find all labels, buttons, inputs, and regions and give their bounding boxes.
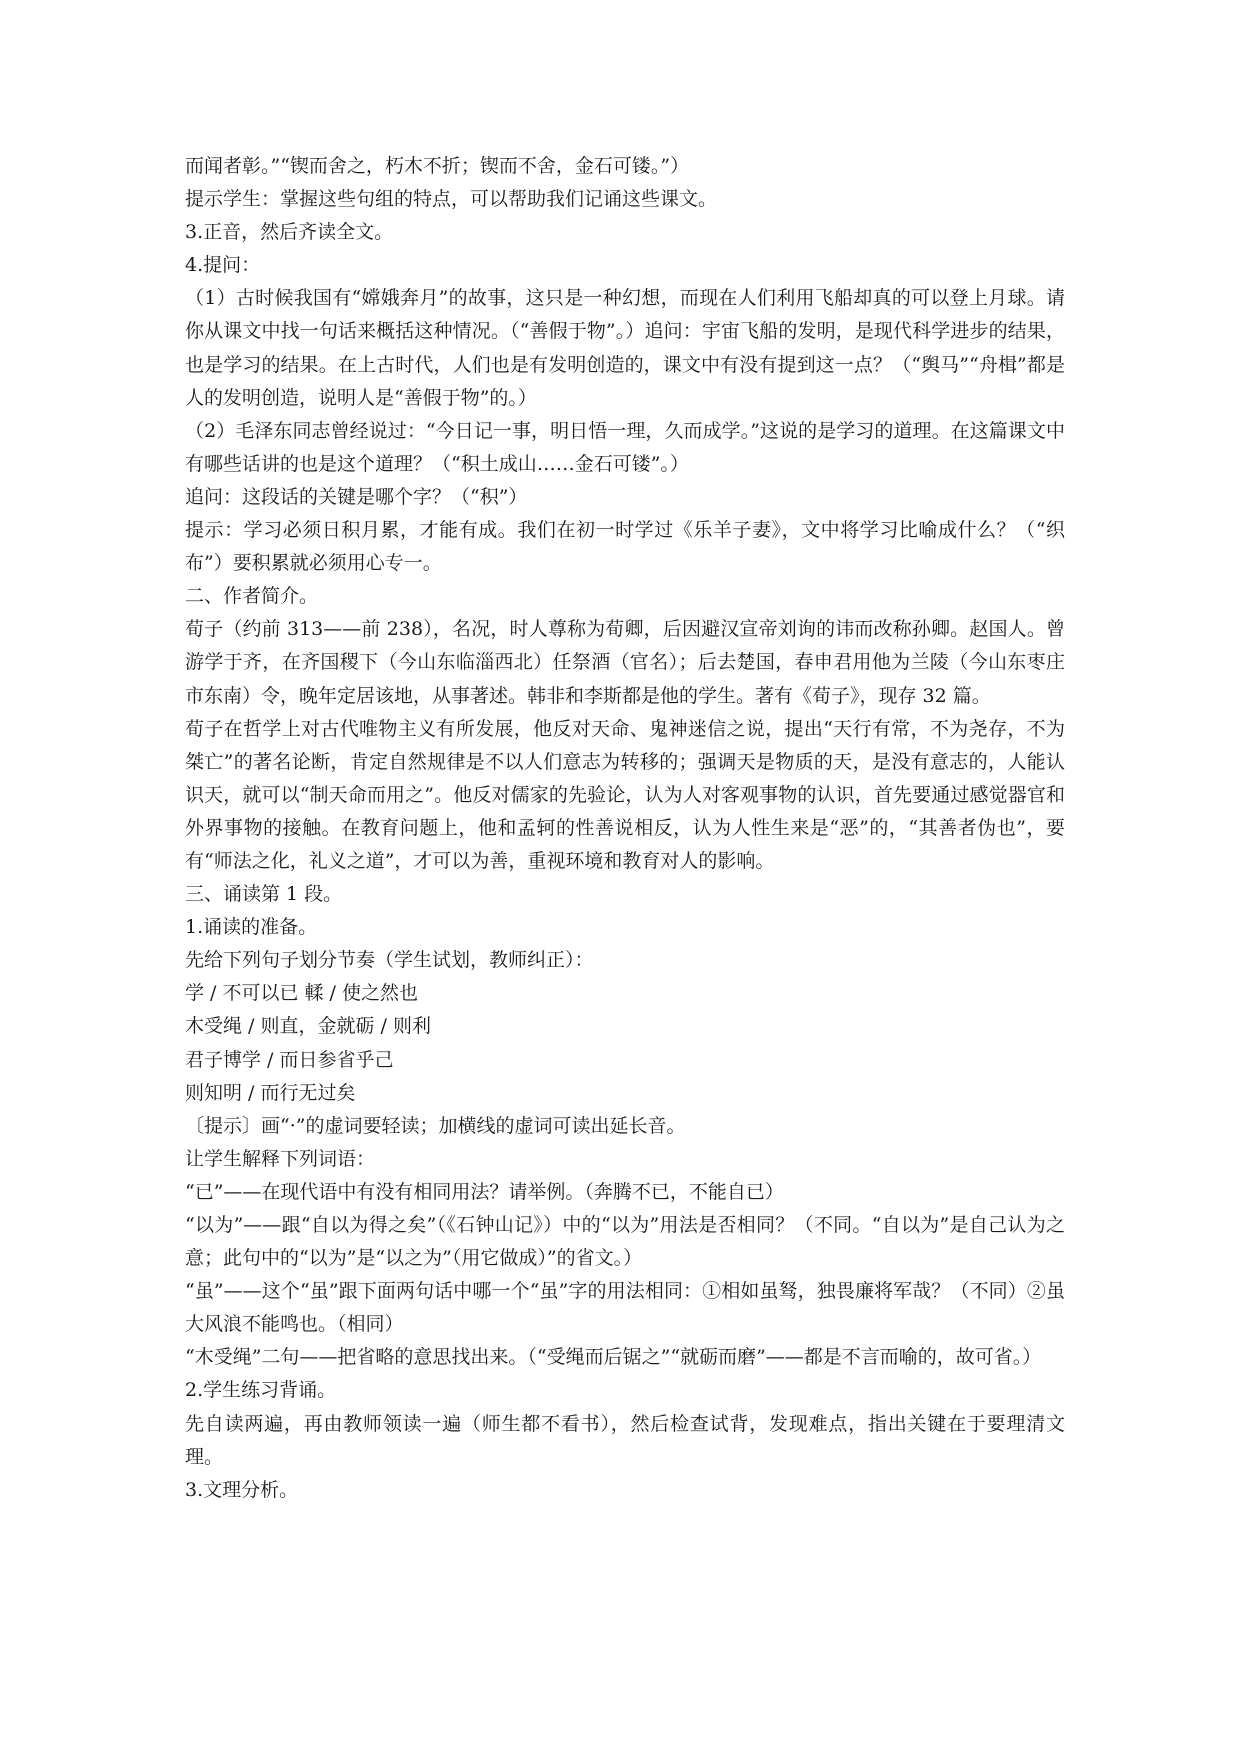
paragraph: “木受绳”二句——把省略的意思找出来。（“受绳而后锯之”“就砺而磨”——都是不言而喻的，故可省。） bbox=[185, 1346, 1042, 1369]
paragraph: 1.诵读的准备。 bbox=[185, 916, 318, 939]
paragraph: 〔提示〕画“·”的虚词要轻读；加横线的虚词可读出延长音。 bbox=[185, 1114, 686, 1137]
paragraph: 4.提问： bbox=[185, 254, 261, 277]
paragraph: 提示学生：掌握这些句组的特点，可以帮助我们记诵这些课文。 bbox=[185, 188, 718, 211]
paragraph: “已”——在现代语中有没有相同用法？请举例。（奔腾不已，不能自已） bbox=[185, 1180, 784, 1203]
paragraph: 3.正音，然后齐读全文。 bbox=[185, 221, 394, 244]
paragraph: 先自读两遍，再由教师领读一遍（师生都不看书），然后检查试背，发现难点，指出关键在于要理清文理。 bbox=[185, 1412, 1065, 1468]
paragraph: 而闻者彰。”“锲而舍之，朽木不折；锲而不舍，金石可镂。”） bbox=[185, 155, 690, 177]
paragraph: 荀子在哲学上对古代唯物主义有所发展，他反对天命、鬼神迷信之说，提出“天行有常，不为尧存，不为桀亡”的著名论断，肯定自然规律是不以人们意志为转移的；强调天是物质的天，是没有意志的，人能认识天，就可以“制天命而用之”。他反对儒家的先验论，认为人对客观事物的认识，首先要通过感觉器官和外界事物的接触。在教育问题上，他和孟轲的性善说相反，认为人性生来是“恶”的，“其善者伪也”，要有“师法之化，礼义之道”，才可以为善，重视环境和教育对人的影响。 bbox=[185, 717, 1065, 872]
section-heading: 三、诵读第 1 段。 bbox=[185, 883, 343, 906]
verse-line: 则知明 / 而行无过矣 bbox=[185, 1081, 356, 1104]
paragraph: 荀子（约前 313——前 238），名况，时人尊称为荀卿，后因避汉宣帝刘询的讳而改称孙卿。赵国人。曾游学于齐，在齐国稷下（今山东临淄西北）任祭酒（官名）；后去楚国，春申君用他为兰陵（今山东枣庄市东南）令，晚年定居该地，从事著述。韩非和李斯都是他的学生。著有《荀子》，现存 32 篇。 bbox=[185, 618, 1065, 707]
document-body bbox=[185, 150, 1065, 1507]
paragraph: “虽”——这个“虽”跟下面两句话中哪一个“虽”字的用法相同：①相如虽驽，独畏廉将军哉？（不同）②虽大风浪不能鸣也。（相同） bbox=[185, 1280, 1065, 1336]
paragraph: （2）毛泽东同志曾经说过：“今日记一事，明日悟一理，久而成学。”这说的是学习的道理。在这篇课文中有哪些话讲的也是这个道理？（“积土成山……金石可镂”。） bbox=[185, 419, 1065, 475]
paragraph: 提示：学习必须日积月累，才能有成。我们在初一时学过《乐羊子妻》，文中将学习比喻成什么？（“织布”）要积累就必须用心专一。 bbox=[185, 519, 1065, 575]
paragraph: （1）古时候我国有“嫦娥奔月”的故事，这只是一种幻想，而现在人们利用飞船却真的可以登上月球。请你从课文中找一句话来概括这种情况。（“善假于物”。）追问：宇宙飞船的发明，是现代科学进步的结果，也是学习的结果。在上古时代，人们也是有发明创造的，课文中有没有提到这一点？（“舆马”“舟楫”都是人的发明创造，说明人是“善假于物”的。） bbox=[185, 287, 1065, 409]
paragraph: “以为”——跟“自以为得之矣”（《石钟山记》）中的“以为”用法是否相同？（不同。“自以为”是自己认为之意；此句中的“以为”是“以之为”（用它做成）”的省文。） bbox=[185, 1214, 1065, 1270]
paragraph: 2.学生练习背诵。 bbox=[185, 1379, 337, 1402]
paragraph: 让学生解释下列词语： bbox=[185, 1147, 376, 1170]
section-heading: 二、作者简介。 bbox=[185, 585, 319, 608]
paragraph: 追问：这段话的关键是哪个字？（“积”） bbox=[185, 485, 528, 508]
verse-line: 木受绳 / 则直，金就砺 / 则利 bbox=[185, 1015, 431, 1038]
verse-line: 学 / 不可以已 輮 / 使之然也 bbox=[185, 982, 419, 1005]
paragraph: 3.文理分析。 bbox=[185, 1478, 299, 1501]
verse-line: 君子博学 / 而日参省乎己 bbox=[185, 1048, 394, 1071]
paragraph: 先给下列句子划分节奏（学生试划，教师纠正）： bbox=[185, 949, 594, 972]
